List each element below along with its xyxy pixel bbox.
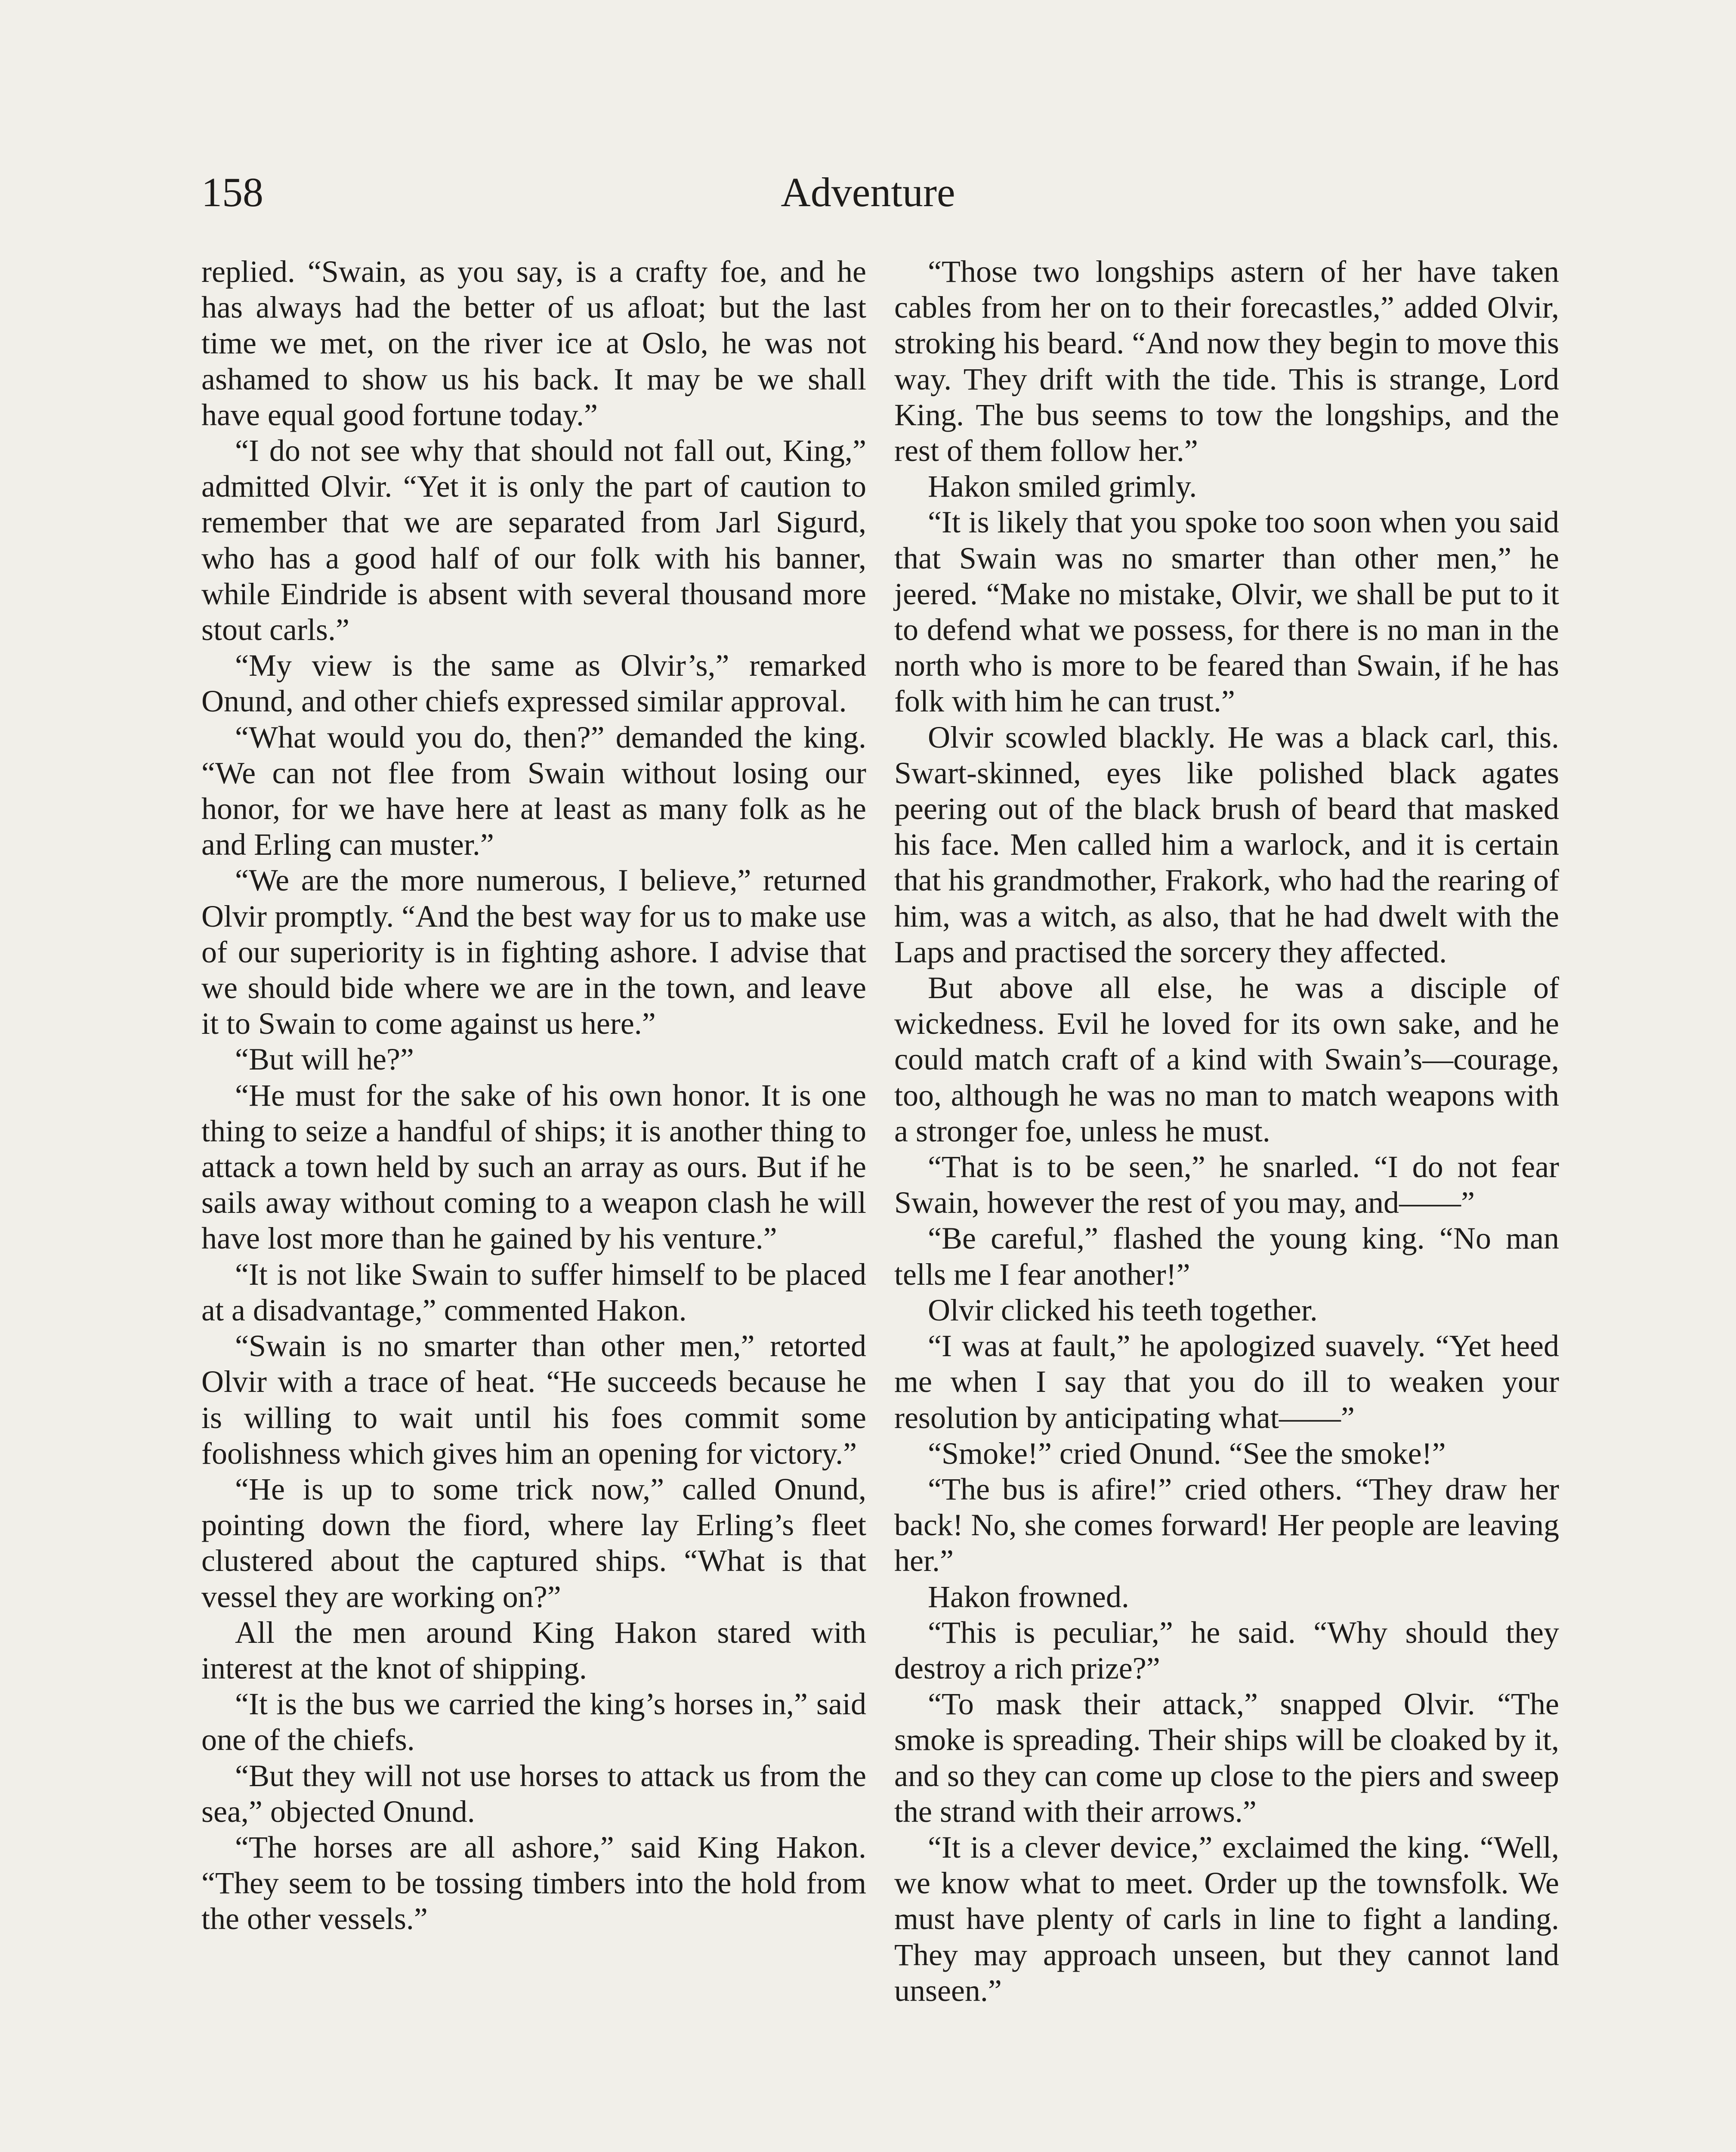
paragraph: “To mask their attack,” snapped Olvir. “The smoke is spreading. Their ships will be cloaked by it, and so they can come up close to the piers and sweep the strand with their arrows.”	[894, 1687, 1559, 1829]
paragraph: “This is peculiar,” he said. “Why should they destroy a rich prize?”	[894, 1615, 1559, 1685]
paragraph: “But they will not use horses to attack us from the sea,” objected Onund.	[201, 1758, 866, 1829]
paragraph: Olvir clicked his teeth together.	[928, 1292, 1318, 1327]
paragraph: “But will he?”	[235, 1042, 414, 1077]
paragraph: “The horses are all ashore,” said King Hakon. “They seem to be tossing timbers into the hold from the other vessels.”	[201, 1830, 866, 1936]
paragraph: “He is up to some trick now,” called Onund, pointing down the fiord, where lay Erling’s fleet clustered about the captured ships. “What is that vessel they are working on?”	[201, 1472, 866, 1614]
paragraph: “What would you do, then?” demanded the king. “We can not flee from Swain without losing our honor, for we have here at least as many folk as he and Erling can muster.”	[201, 720, 866, 862]
paragraph: “Smoke!” cried Onund. “See the smoke!”	[928, 1436, 1446, 1471]
paragraph: “Those two longships astern of her have taken cables from her on to their forecastles,” added Olvir, stroking his beard. “And now they begin to move this way. They drift with the tide. This is strange, Lord King. The bus seems to tow the longships, and the rest of them follow her.”	[894, 254, 1559, 468]
paragraph: “I do not see why that should not fall out, King,” admitted Olvir. “Yet it is only the part of caution to remember that we are separated from Jarl Sigurd, who has a good half of our folk with his banner, while Eindride is absent with several thousand more stout carls.”	[201, 433, 866, 647]
paragraph: “We are the more numerous, I believe,” returned Olvir promptly. “And the best way for us to make use of our superiority is in fighting ashore. I advise that we should bide where we are in the town, and leave it to Swain to come against us here.”	[201, 863, 867, 1041]
paragraph: Olvir scowled blackly. He was a black carl, this. Swart-skinned, eyes like polished black agates peering out of the black brush of beard that masked his face. Men called him a warlock, and it is certain that his grandmother, Frakork, who had the rearing of him, was a witch, as also, that he had dwelt with the Laps and practised the sorcery they affected.	[894, 720, 1559, 969]
right-column	[894, 254, 1559, 2009]
page-number: 158	[201, 169, 263, 215]
paragraph: “He must for the sake of his own honor. It is one thing to seize a handful of ships; it is another thing to attack a town held by such an array as ours. But if he sails away without coming to a weapon clash he will have lost more than he gained by his venture.”	[201, 1078, 866, 1256]
paragraph: “Be careful,” flashed the young king. “No man tells me I fear another!”	[894, 1221, 1559, 1292]
left-column	[201, 254, 866, 1937]
running-title: Adventure	[781, 169, 955, 215]
paragraph: Hakon smiled grimly.	[928, 469, 1197, 504]
paragraph: “It is likely that you spoke too soon when you said that Swain was no smarter than other men,” he jeered. “Make no mistake, Olvir, we shall be put to it to defend what we possess, for there is no man in the north who is more to be feared than Swain, if he has folk with him he can trust.”	[894, 505, 1559, 719]
paragraph: “The bus is afire!” cried others. “They draw her back! No, she comes forward! Her people are leaving her.”	[894, 1472, 1559, 1578]
paragraph: Hakon frowned.	[928, 1579, 1129, 1614]
paragraph: “I was at fault,” he apologized suavely. “Yet heed me when I say that you do ill to weaken your resolution by anticipating what——”	[894, 1329, 1559, 1435]
paragraph: replied. “Swain, as you say, is a crafty foe, and he has always had the better of us afloat; but the last time we met, on the river ice at Oslo, he was not ashamed to show us his back. It may be we shall have equal good fortune today.”	[201, 254, 866, 432]
paragraph: “Swain is no smarter than other men,” retorted Olvir with a trace of heat. “He succeeds because he is willing to wait until his foes commit some foolishness which gives him an opening for victory.”	[201, 1329, 866, 1471]
paragraph: “It is not like Swain to suffer himself to be placed at a disadvantage,” commented Hakon.	[201, 1257, 866, 1327]
paragraph: “My view is the same as Olvir’s,” remarked Onund, and other chiefs expressed similar approval.	[201, 648, 866, 719]
page-header	[0, 160, 1736, 225]
paragraph: “It is the bus we carried the king’s horses in,” said one of the chiefs.	[201, 1687, 866, 1757]
paragraph: “It is a clever device,” exclaimed the king. “Well, we know what to meet. Order up the townsfolk. We must have plenty of carls in line to fight a landing. They may approach unseen, but they cannot land unseen.”	[894, 1830, 1559, 2008]
paragraph: But above all else, he was a disciple of wickedness. Evil he loved for its own sake, and he could match craft of a kind with Swain’s—courage, too, although he was no man to match weapons with a stronger foe, unless he must.	[894, 971, 1559, 1148]
paragraph: All the men around King Hakon stared with interest at the knot of shipping.	[201, 1615, 866, 1685]
paragraph: “That is to be seen,” he snarled. “I do not fear Swain, however the rest of you may, and——”	[894, 1150, 1559, 1220]
